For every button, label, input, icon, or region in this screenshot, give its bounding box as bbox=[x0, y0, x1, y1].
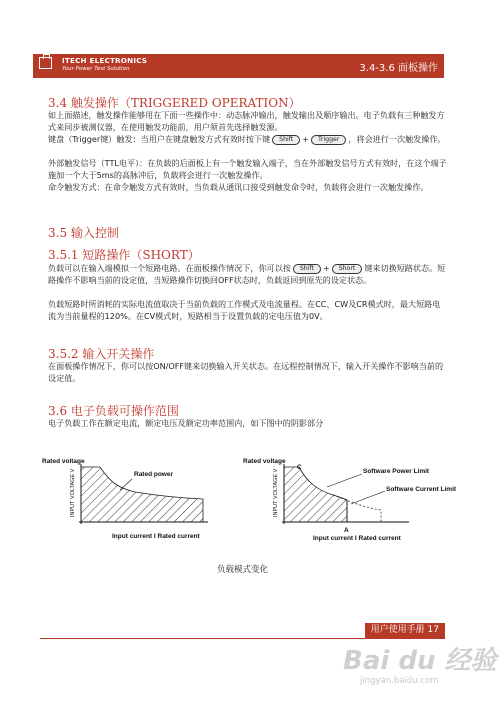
y-axis-label: INPUT VOLTAGE V bbox=[273, 468, 279, 517]
rated-power-pointer bbox=[120, 479, 132, 490]
manual-title: 用户使用手册 bbox=[370, 625, 425, 635]
section-title-short: 3.5.1 短路操作（SHORT） bbox=[48, 248, 200, 262]
rated-power-chart bbox=[40, 452, 215, 547]
page-number: 17 bbox=[427, 625, 439, 635]
short-p1-text-a: 负载可以在输入端模拟一个短路电路。在面板操作情况下，你可以按 bbox=[48, 263, 291, 273]
rated-voltage-label: Rated voltage bbox=[243, 458, 286, 465]
brand-tagline: Your Power Test Solution bbox=[62, 66, 130, 72]
operating-range-paragraph: 电子负载工作在额定电流，额定电压及额定功率范围内，如下图中的阴影部分 bbox=[48, 418, 324, 428]
software-limit-svg bbox=[241, 452, 461, 547]
section-title-triggered: 3.4 触发操作（TRIGGERED OPERATION） bbox=[48, 96, 301, 110]
triggered-paragraph-3: 外部触发信号（TTL电平）：在负载的后面板上有一个触发输入端子，当在外部触发信号方式有效时，在这个端子施加一个大于5ms的高脉冲后，负载将会进行一次触发操作。 bbox=[48, 158, 447, 180]
baidu-watermark-url: jingyan.baidu.com bbox=[360, 676, 439, 686]
x-axis-label: Input current I Rated current bbox=[313, 535, 401, 542]
rated-power-svg bbox=[40, 452, 215, 547]
section-title-input-control: 3.5 输入控制 bbox=[48, 226, 119, 240]
triggered-p2-text-a: 键盘（Trigger键）触发：当用户在键盘触发方式有效时按下键 bbox=[48, 134, 271, 144]
shift-key: Shift bbox=[272, 135, 300, 145]
itech-logo-icon bbox=[39, 57, 52, 69]
footer-tab bbox=[365, 623, 445, 638]
power-limit-pointer bbox=[327, 474, 362, 487]
short-key: Short bbox=[332, 264, 363, 274]
plus-sign: + bbox=[322, 263, 330, 273]
software-limit-chart bbox=[241, 452, 461, 547]
point-c-label: C bbox=[297, 464, 302, 471]
y-axis-label: INPUT VOLTAGE V bbox=[70, 468, 76, 517]
input-switch-paragraph: 在面板操作情况下，你可以按ON/OFF键来切换输入开关状态。在远程控制情况下，输入开关操作不影响当前的设定值。 bbox=[48, 361, 444, 383]
chapter-label: 3.4-3.6 面板操作 bbox=[359, 63, 438, 74]
triggered-paragraph-1: 如上面描述，触发操作能够用在下面一些操作中：动态脉冲输出，触发输出及顺序输出。电子负载有三种触发方式来同步被测仪器，在使用触发功能前，用户须首先选择触发源。 bbox=[48, 110, 445, 132]
rated-voltage-label: Rated voltage bbox=[42, 458, 85, 465]
page-footer bbox=[40, 623, 445, 639]
plus-sign: + bbox=[302, 134, 310, 144]
x-axis-label: Input current I Rated current bbox=[112, 533, 200, 540]
section-title-input-switch: 3.5.2 输入开关操作 bbox=[48, 347, 155, 361]
page-header bbox=[33, 54, 444, 78]
current-limit-pointer bbox=[351, 491, 385, 504]
software-power-limit-label: Software Power Limit bbox=[363, 468, 430, 475]
figure-caption: 负载模式变化 bbox=[217, 565, 269, 575]
rated-power-label: Rated power bbox=[134, 471, 174, 478]
section-title-operating-range: 3.6 电子负载可操作范围 bbox=[48, 404, 179, 418]
triggered-paragraph-2 bbox=[48, 134, 448, 146]
short-p1-text-b: 键来切换短路状态。短路操作不影响当前的设定值，当短路操作切换回OFF状态时，负载返回到原先的设定状态。 bbox=[48, 263, 446, 285]
trigger-key: Trigger bbox=[311, 135, 346, 145]
shift-key: Shift bbox=[293, 264, 321, 274]
software-current-limit-label: Software Current Limit bbox=[386, 486, 457, 493]
point-a-label: A bbox=[344, 527, 349, 534]
short-paragraph-2: 负载短路时所消耗的实际电流值取决于当前负载的工作模式及电流量程。在CC、CW及CR模式时，最大短路电流为当前量程的120%。在CV模式时，短路相当于设置负载的定电压值为0V。 bbox=[48, 299, 441, 321]
short-paragraph-1 bbox=[48, 263, 448, 287]
brand-name: ITECH ELECTRONICS bbox=[62, 56, 148, 65]
baidu-watermark-logo: Bai du 经验 bbox=[343, 646, 497, 676]
triggered-paragraph-4: 命令触发方式：在命令触发方式有效时，当负载从通讯口接受到触发命令时，负载将会进行一次触发操作。 bbox=[48, 182, 429, 192]
operating-region bbox=[284, 467, 347, 522]
triggered-p2-text-b: ，将会进行一次触发操作。 bbox=[348, 134, 446, 144]
